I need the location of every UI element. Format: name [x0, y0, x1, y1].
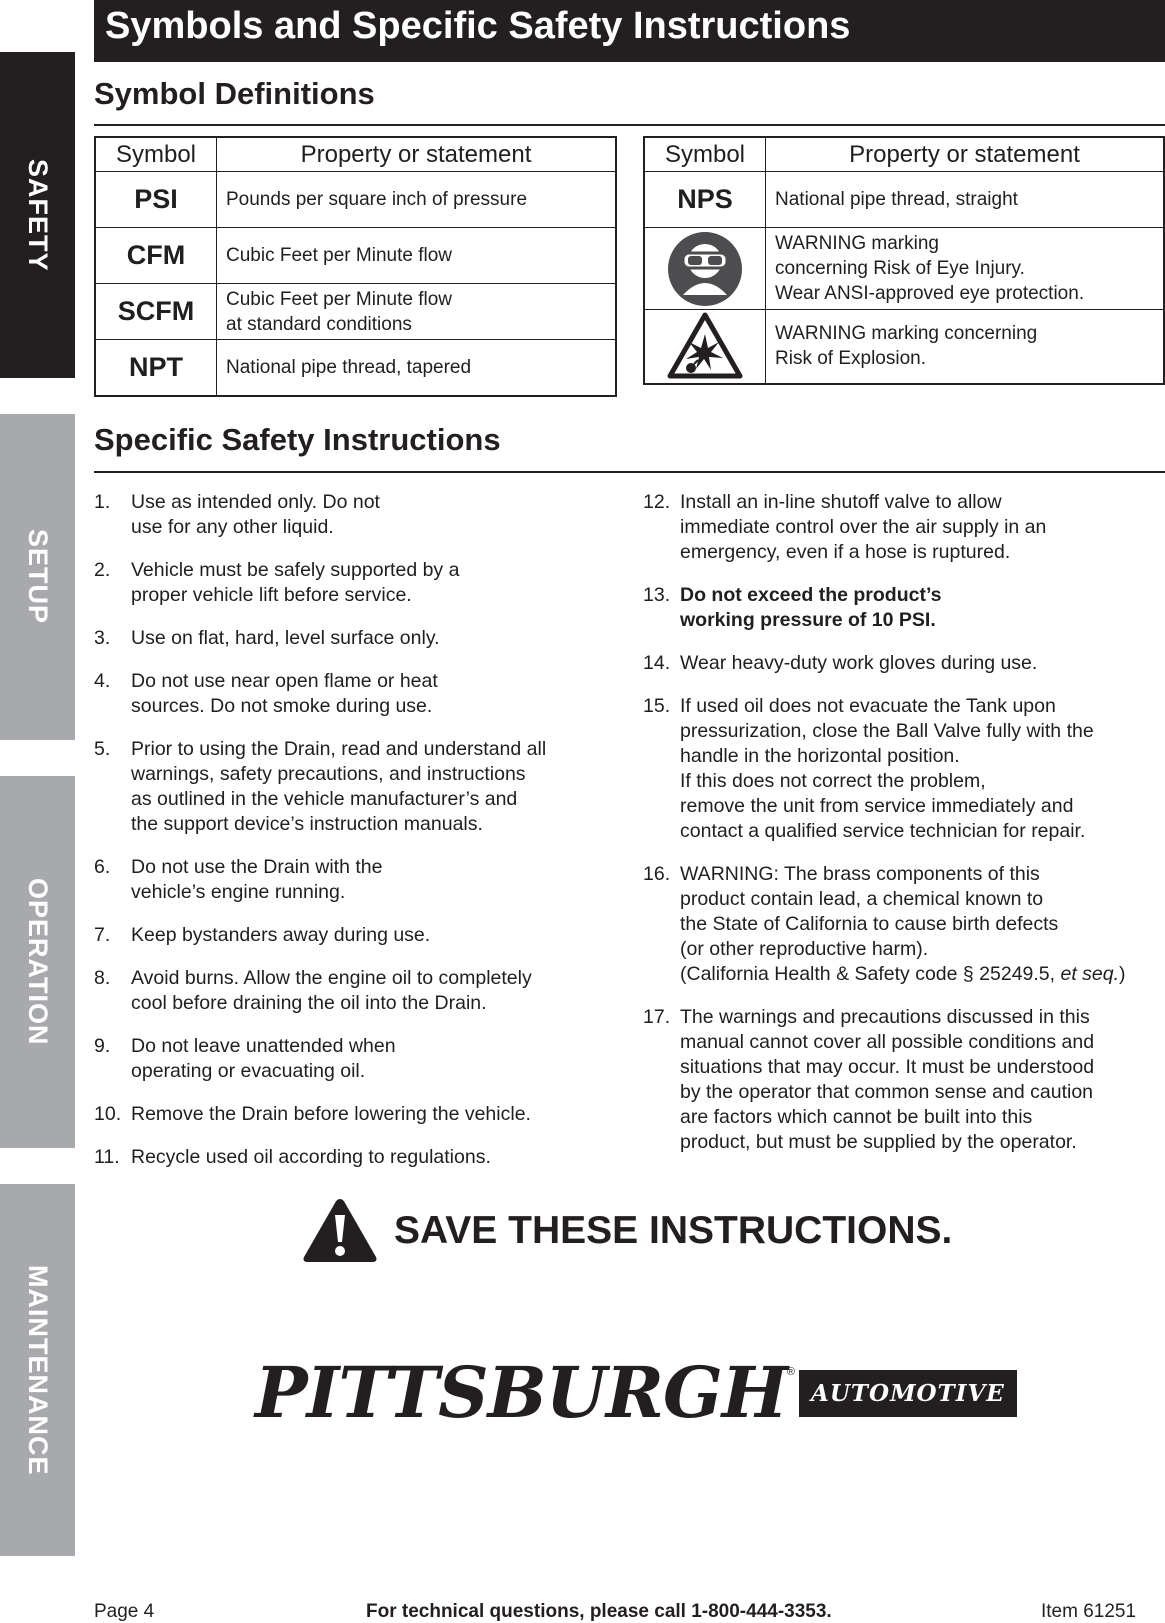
page-number: Page 4	[94, 1601, 155, 1622]
save-instructions-text: SAVE THESE INSTRUCTIONS.	[394, 1208, 953, 1252]
registered-mark: ®	[786, 1366, 796, 1378]
item-number: 10.	[94, 1103, 122, 1125]
list-item	[643, 694, 1165, 844]
symbol-definitions-title: Symbol Definitions	[94, 76, 375, 111]
section-divider	[94, 124, 1165, 126]
property-cell: Cubic Feet per Minute flow	[217, 228, 617, 284]
list-item	[94, 1102, 604, 1127]
tab-operation[interactable]	[0, 776, 75, 1148]
column-header-symbol: Symbol	[644, 137, 766, 172]
symbol-cell: CFM	[95, 228, 217, 284]
tab-label: SETUP	[23, 529, 53, 625]
tab-setup[interactable]	[0, 414, 75, 740]
item-text: If used oil does not evacuate the Tank upon pressurization, close the Ball Valve fully with the handle in the horizontal position. If this does not correct the problem, remove the unit from service immediately and contact a qualified service technician for repair.	[680, 695, 1094, 842]
item-number: 16.	[643, 863, 671, 885]
list-item	[94, 923, 604, 948]
symbol-table-right	[643, 136, 1165, 385]
item-text: Keep bystanders away during use.	[131, 924, 431, 946]
item-number: 13.	[643, 584, 671, 606]
property-cell: WARNING marking concerning Risk of Eye Injury. Wear ANSI-approved eye protection.	[766, 228, 1165, 310]
item-number: 1.	[94, 491, 111, 513]
list-item	[643, 490, 1165, 565]
tab-label: MAINTENANCE	[23, 1264, 53, 1476]
item-text: Vehicle must be safely supported by a proper vehicle lift before service.	[131, 559, 460, 606]
specific-safety-title: Specific Safety Instructions	[94, 422, 501, 457]
explosion-warning-icon	[667, 312, 743, 380]
item-text-tail: )	[1119, 963, 1126, 985]
column-header-property: Property or statement	[217, 137, 617, 172]
item-text: Install an in-line shutoff valve to allow immediate control over the air supply in an emergency, even if a hose is ruptured.	[680, 491, 1047, 563]
technical-help-line: For technical questions, please call 1-800-444-3353.	[366, 1601, 832, 1622]
list-item	[94, 626, 604, 651]
item-number: 3.	[94, 627, 111, 649]
item-text: Do not use the Drain with the vehicle’s engine running.	[131, 856, 383, 903]
logo-wordmark: PITTSBURGH	[255, 1351, 787, 1434]
item-number: 9.	[94, 1035, 111, 1057]
tab-safety[interactable]	[0, 52, 75, 378]
list-item	[643, 862, 1165, 987]
item-number: 8.	[94, 967, 111, 989]
tab-label: SAFETY	[23, 158, 53, 272]
instruction-list-left	[94, 490, 604, 1188]
symbol-cell: PSI	[95, 172, 217, 228]
item-number-label: Item 61251	[1041, 1601, 1137, 1622]
tab-maintenance[interactable]	[0, 1184, 75, 1556]
list-item	[94, 966, 604, 1016]
item-text-italic: et seq.	[1060, 963, 1120, 985]
logo-subbrand: AUTOMOTIVE	[799, 1370, 1017, 1417]
list-item	[643, 1005, 1165, 1155]
list-item	[94, 855, 604, 905]
item-text: The warnings and precautions discussed in this manual cannot cover all possible conditions and situations that may occur. It must be understood by the operator that common sense and caution are factors which cannot be built into this product, but must be supplied by the operator.	[680, 1006, 1095, 1153]
item-text: Recycle used oil according to regulations.	[131, 1146, 491, 1168]
symbol-table-left	[94, 136, 617, 397]
item-number: 11.	[94, 1146, 120, 1168]
list-item	[94, 669, 604, 719]
list-item	[94, 1145, 604, 1170]
item-number: 7.	[94, 924, 111, 946]
list-item	[643, 583, 1165, 633]
column-header-property: Property or statement	[766, 137, 1165, 172]
warning-triangle-icon	[302, 1197, 378, 1264]
item-number: 15.	[643, 695, 671, 717]
tab-label: OPERATION	[23, 878, 53, 1046]
item-number: 5.	[94, 738, 111, 760]
item-text: Do not leave unattended when operating or evacuating oil.	[131, 1035, 396, 1082]
property-cell: Pounds per square inch of pressure	[217, 172, 617, 228]
item-number: 2.	[94, 559, 111, 581]
page-title: Symbols and Specific Safety Instructions	[94, 0, 1165, 62]
item-text: Do not use near open flame or heat sources. Do not smoke during use.	[131, 670, 438, 717]
item-text	[680, 862, 1126, 987]
list-item	[94, 490, 604, 540]
item-number: 12.	[643, 491, 671, 513]
item-text: Use as intended only. Do not use for any other liquid.	[131, 491, 380, 538]
save-instructions-banner	[302, 1197, 952, 1264]
property-cell: Cubic Feet per Minute flow at standard conditions	[217, 284, 617, 340]
item-text: Wear heavy-duty work gloves during use.	[680, 652, 1038, 674]
item-text: Use on flat, hard, level surface only.	[131, 627, 440, 649]
symbol-cell: SCFM	[95, 284, 217, 340]
list-item	[94, 1034, 604, 1084]
property-cell: National pipe thread, tapered	[217, 340, 617, 396]
item-text: Do not exceed the product’s working pressure of 10 PSI.	[680, 584, 942, 631]
item-number: 4.	[94, 670, 111, 692]
brand-logo	[255, 1351, 1017, 1434]
symbol-cell: NPT	[95, 340, 217, 396]
eye-protection-icon	[667, 231, 743, 307]
list-item	[94, 558, 604, 608]
item-text-main: WARNING: The brass components of this product contain lead, a chemical known to the State of California to cause birth defects (or other reproductive harm). (California Health & Safety code § 25249.5,	[680, 863, 1059, 985]
item-number: 14.	[643, 652, 671, 674]
item-text: Remove the Drain before lowering the vehicle.	[131, 1103, 531, 1125]
property-cell: WARNING marking concerning Risk of Explosion.	[766, 310, 1165, 384]
item-number: 6.	[94, 856, 111, 878]
section-divider	[94, 471, 1165, 473]
list-item	[94, 737, 604, 837]
item-text: Prior to using the Drain, read and understand all warnings, safety precautions, and instructions as outlined in the vehicle manufacturer’s and the support device’s instruction manuals.	[131, 738, 547, 835]
item-number: 17.	[643, 1006, 671, 1028]
symbol-cell	[644, 310, 766, 384]
list-item	[643, 651, 1165, 676]
property-cell: National pipe thread, straight	[766, 172, 1165, 228]
item-text: Avoid burns. Allow the engine oil to completely cool before draining the oil into the Drain.	[131, 967, 532, 1014]
instruction-list-right	[643, 490, 1165, 1173]
symbol-cell	[644, 228, 766, 310]
column-header-symbol: Symbol	[95, 137, 217, 172]
symbol-cell: NPS	[644, 172, 766, 228]
